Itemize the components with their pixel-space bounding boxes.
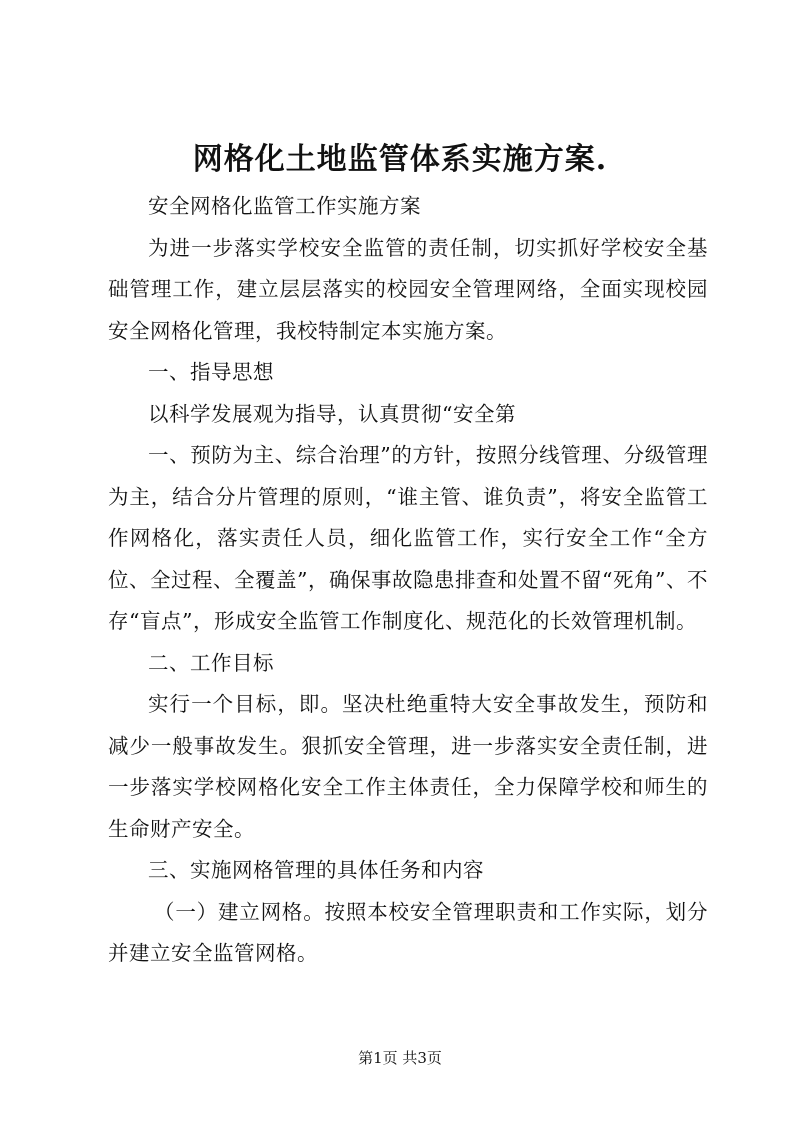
paragraph-subtitle: 安全网格化监管工作实施方案	[148, 194, 421, 218]
section-heading-tasks: 三、实施网格管理的具体任务和内容	[148, 858, 484, 882]
paragraph-guiding-ideology-body: 一、预防为主、综合治理”的方针，按照分线管理、分级管理为主，结合分片管理的原则，“谁主管、谁负责”，将安全监管工作网格化，落实责任人员，细化监管工作，实行安全工作“全方位、全过程、全覆盖”，确保事故隐患排查和处置不留“死角”、不存“盲点”，形成安全监管工作制度化、规范化的长效管理机制。	[108, 443, 708, 633]
paragraph-intro: 为进一步落实学校安全监管的责任制，切实抓好学校安全基础管理工作，建立层层落实的校园安全管理网络，全面实现校园安全网格化管理，我校特制定本实施方案。	[108, 235, 708, 343]
page-number-footer: 第1页 共3页	[358, 1049, 442, 1067]
document-body	[108, 186, 708, 975]
paragraph-guiding-ideology-lead: 以科学发展观为指导，认真贯彻“安全第	[148, 401, 516, 426]
section-heading-work-goals: 二、工作目标	[148, 650, 274, 675]
document-title: 网格化土地监管体系实施方案.	[192, 142, 608, 177]
paragraph-build-grid: （一）建立网格。按照本校安全管理职责和工作实际，划分并建立安全监管网格。	[108, 899, 708, 965]
section-heading-guiding-ideology: 一、指导思想	[148, 360, 274, 384]
paragraph-work-goals: 实行一个目标，即。坚决杜绝重特大安全事故发生，预防和减少一般事故发生。狠抓安全管理，进一步落实安全责任制，进一步落实学校网格化安全工作主体责任，全力保障学校和师生的生命财产安全。	[108, 692, 708, 841]
